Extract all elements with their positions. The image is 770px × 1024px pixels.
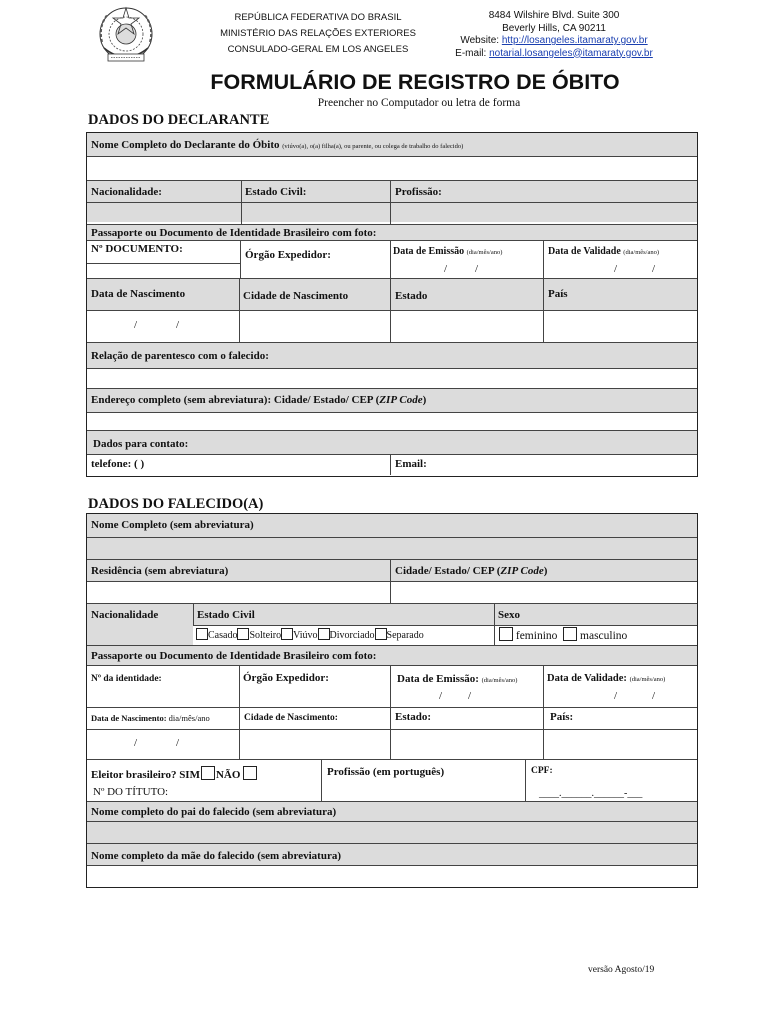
declarante-contact-row bbox=[87, 431, 697, 455]
falecido-issue-date-hint: (dia/mês/ano) bbox=[481, 677, 518, 684]
divorciado-checkbox[interactable] bbox=[318, 628, 330, 640]
falecido-expiry-date-hint: (dia/mês/ano) bbox=[629, 676, 666, 683]
mother-name-label: Nome completo da mãe do falecido (sem abreviatura) bbox=[91, 850, 341, 862]
consulate-contact bbox=[438, 10, 670, 60]
falecido-document-row bbox=[87, 666, 697, 708]
falecido-residence-label: Residência (sem abreviatura) bbox=[91, 565, 229, 577]
date-separator: / bbox=[439, 690, 443, 702]
falecido-expiry-date-label: Data de Validade: bbox=[547, 673, 627, 684]
solteiro-option-label: Solteiro bbox=[249, 630, 282, 641]
date-separator: / bbox=[176, 319, 180, 331]
address-line-2: Beverly Hills, CA 90211 bbox=[502, 22, 606, 34]
email-link[interactable]: notarial.losangeles@itamaraty.gov.br bbox=[489, 47, 653, 59]
declarante-relationship-field[interactable] bbox=[87, 369, 697, 389]
masculino-option-label: masculino bbox=[580, 630, 628, 642]
declarante-phone-label: telefone: ( ) bbox=[91, 458, 145, 470]
declarante-issuer-label: Órgão Expedidor: bbox=[245, 249, 331, 261]
declarante-contact-fields[interactable] bbox=[87, 455, 697, 475]
declarante-birth-city-label: Cidade de Nascimento bbox=[243, 290, 349, 302]
voter-no-checkbox[interactable] bbox=[243, 766, 257, 780]
website-link[interactable]: http://losangeles.itamaraty.gov.br bbox=[501, 35, 648, 46]
declarante-issue-date-hint: (dia/mês/ano) bbox=[466, 249, 503, 256]
declarante-birth-row bbox=[87, 279, 697, 311]
declarante-profession-label: Profissão: bbox=[395, 186, 442, 198]
mother-name-field[interactable] bbox=[87, 866, 697, 887]
falecido-name-label: Nome Completo (sem abreviatura) bbox=[91, 519, 254, 531]
declarante-expiry-date-hint: (dia/mês/ano) bbox=[623, 249, 660, 256]
email-label: E-mail: bbox=[455, 47, 490, 59]
date-separator: / bbox=[134, 737, 138, 749]
viuvo-checkbox[interactable] bbox=[281, 628, 293, 640]
falecido-residence-fields[interactable] bbox=[87, 582, 697, 604]
falecido-birth-city-label: Cidade de Nascimento: bbox=[244, 713, 338, 723]
falecido-state-label: Estado: bbox=[395, 711, 432, 723]
declarante-contact-label: Dados para contato: bbox=[93, 438, 189, 450]
declarante-birth-date-label: Data de Nascimento bbox=[91, 288, 186, 300]
section-falecido-heading: DADOS DO FALECIDO(A) bbox=[88, 496, 264, 512]
falecido-birth-row bbox=[87, 708, 697, 730]
email-line bbox=[438, 48, 670, 61]
falecido-voter-row bbox=[87, 760, 697, 802]
header-consulate: CONSULADO-GERAL EM LOS ANGELES bbox=[227, 44, 409, 55]
consulate-header bbox=[200, 10, 436, 58]
falecido-profession-label: Profissão (em português) bbox=[327, 766, 445, 778]
civil-status-options bbox=[196, 628, 424, 641]
falecido-birth-fields[interactable] bbox=[87, 730, 697, 760]
voter-title-label: Nº DO TÍTUTO: bbox=[93, 786, 169, 798]
voter-label: Eleitor brasileiro? SIM bbox=[91, 769, 200, 781]
falecido-nationality-label: Nacionalidade bbox=[91, 609, 159, 621]
falecido-passport-label: Passaporte ou Documento de Identidade Brasileiro com foto: bbox=[91, 650, 377, 662]
cpf-label: CPF: bbox=[531, 766, 553, 776]
falecido-status-row bbox=[87, 604, 697, 646]
date-separator: / bbox=[652, 690, 656, 702]
falecido-issuer-label: Órgão Expedidor: bbox=[243, 672, 329, 684]
father-name-row bbox=[87, 802, 697, 822]
date-separator: / bbox=[475, 263, 479, 275]
falecido-city-zip-close: ) bbox=[543, 565, 548, 577]
declarante-nationality-label: Nacionalidade: bbox=[91, 186, 162, 198]
declarante-name-row bbox=[87, 133, 697, 157]
header-republic: REPÚBLICA FEDERATIVA DO BRASIL bbox=[234, 12, 402, 23]
declarante-relationship-row bbox=[87, 343, 697, 369]
viuvo-option-label: Viúvo bbox=[293, 630, 318, 641]
falecido-sex-label: Sexo bbox=[498, 609, 520, 621]
falecido-issue-date-label: Data de Emissão: bbox=[397, 673, 479, 685]
declarante-document-row bbox=[87, 241, 697, 279]
feminino-option-label: feminino bbox=[515, 630, 558, 642]
declarante-country-label: País bbox=[548, 288, 568, 300]
falecido-box bbox=[86, 513, 698, 888]
website-line bbox=[438, 35, 670, 48]
declarante-nationality-fields[interactable] bbox=[87, 203, 697, 225]
falecido-birth-date-hint: dia/mês/ano bbox=[166, 713, 210, 723]
date-separator: / bbox=[176, 737, 180, 749]
falecido-civil-status-label: Estado Civil bbox=[197, 609, 255, 621]
declarante-address-label: Endereço completo (sem abreviatura): Cidade/ Estado/ CEP ( bbox=[91, 394, 380, 406]
date-separator: / bbox=[652, 263, 656, 275]
falecido-residence-row bbox=[87, 560, 697, 582]
declarante-nationality-row bbox=[87, 181, 697, 203]
declarante-relationship-label: Relação de parentesco com o falecido: bbox=[91, 350, 269, 362]
declarante-birth-fields[interactable] bbox=[87, 311, 697, 343]
falecido-birth-date-label: Data de Nascimento: bbox=[91, 713, 167, 723]
declarante-expiry-date-label: Data de Validade bbox=[548, 246, 621, 257]
falecido-zip-label: ZIP Code bbox=[500, 565, 544, 577]
date-separator: / bbox=[468, 690, 472, 702]
declarante-name-hint: (viúvo(a), o(a) filha(a), ou parente, ou colega de trabalho do falecido) bbox=[282, 143, 464, 150]
falecido-passport-row bbox=[87, 646, 697, 666]
date-separator: / bbox=[614, 263, 618, 275]
father-name-label: Nome completo do pai do falecido (sem abreviatura) bbox=[91, 806, 337, 818]
voter-no-label: NÃO bbox=[215, 769, 241, 781]
feminino-checkbox[interactable] bbox=[499, 627, 513, 641]
declarante-address-field[interactable] bbox=[87, 413, 697, 431]
masculino-checkbox[interactable] bbox=[563, 627, 577, 641]
declarante-civil-status-label: Estado Civil: bbox=[245, 186, 307, 198]
voter-yes-checkbox[interactable] bbox=[201, 766, 215, 780]
form-title: FORMULÁRIO DE REGISTRO DE ÓBITO bbox=[210, 70, 620, 94]
form-subtitle: Preencher no Computador ou letra de forma bbox=[317, 97, 521, 109]
website-label: Website: bbox=[460, 35, 502, 46]
declarante-name-field[interactable] bbox=[87, 157, 697, 181]
date-separator: / bbox=[134, 319, 138, 331]
divorciado-option-label: Divorciado bbox=[329, 630, 375, 641]
declarante-passport-label: Passaporte ou Documento de Identidade Brasileiro com foto: bbox=[91, 227, 377, 239]
casado-option-label: Casado bbox=[208, 630, 238, 641]
date-separator: / bbox=[444, 263, 448, 275]
declarante-name-label: Nome Completo do Declarante do Óbito bbox=[91, 139, 280, 151]
declarante-document-label: Nº DOCUMENTO: bbox=[91, 243, 183, 255]
falecido-country-label: País: bbox=[550, 711, 574, 723]
solteiro-checkbox[interactable] bbox=[237, 628, 249, 640]
declarante-state-label: Estado bbox=[395, 290, 428, 302]
form-version: versão Agosto/19 bbox=[588, 965, 655, 975]
declarante-address-close: ) bbox=[422, 394, 427, 406]
brazil-coat-of-arms-icon bbox=[94, 4, 158, 68]
declarante-box bbox=[86, 132, 698, 477]
casado-checkbox[interactable] bbox=[196, 628, 208, 640]
mother-name-row bbox=[87, 844, 697, 866]
falecido-id-label: Nº da identidade: bbox=[91, 674, 162, 684]
falecido-name-field[interactable] bbox=[87, 538, 697, 560]
separado-option-label: Separado bbox=[386, 630, 424, 641]
cpf-mask[interactable]: ____.______.______-___ bbox=[539, 788, 643, 799]
declarante-issue-date-label: Data de Emissão bbox=[393, 246, 465, 257]
address-line-1: 8484 Wilshire Blvd. Suite 300 bbox=[488, 10, 620, 21]
declarante-zip-label: ZIP Code bbox=[379, 394, 423, 406]
falecido-city-zip-label: Cidade/ Estado/ CEP ( bbox=[395, 565, 501, 577]
sex-options bbox=[499, 627, 627, 642]
date-separator: / bbox=[614, 690, 618, 702]
father-name-field[interactable] bbox=[87, 822, 697, 844]
declarante-passport-row bbox=[87, 225, 697, 241]
declarante-email-label: Email: bbox=[395, 458, 427, 470]
separado-checkbox[interactable] bbox=[375, 628, 387, 640]
declarante-address-row bbox=[87, 389, 697, 413]
header-ministry: MINISTÉRIO DAS RELAÇÕES EXTERIORES bbox=[220, 28, 416, 39]
falecido-name-row bbox=[87, 514, 697, 538]
section-declarante-heading: DADOS DO DECLARANTE bbox=[88, 112, 270, 128]
